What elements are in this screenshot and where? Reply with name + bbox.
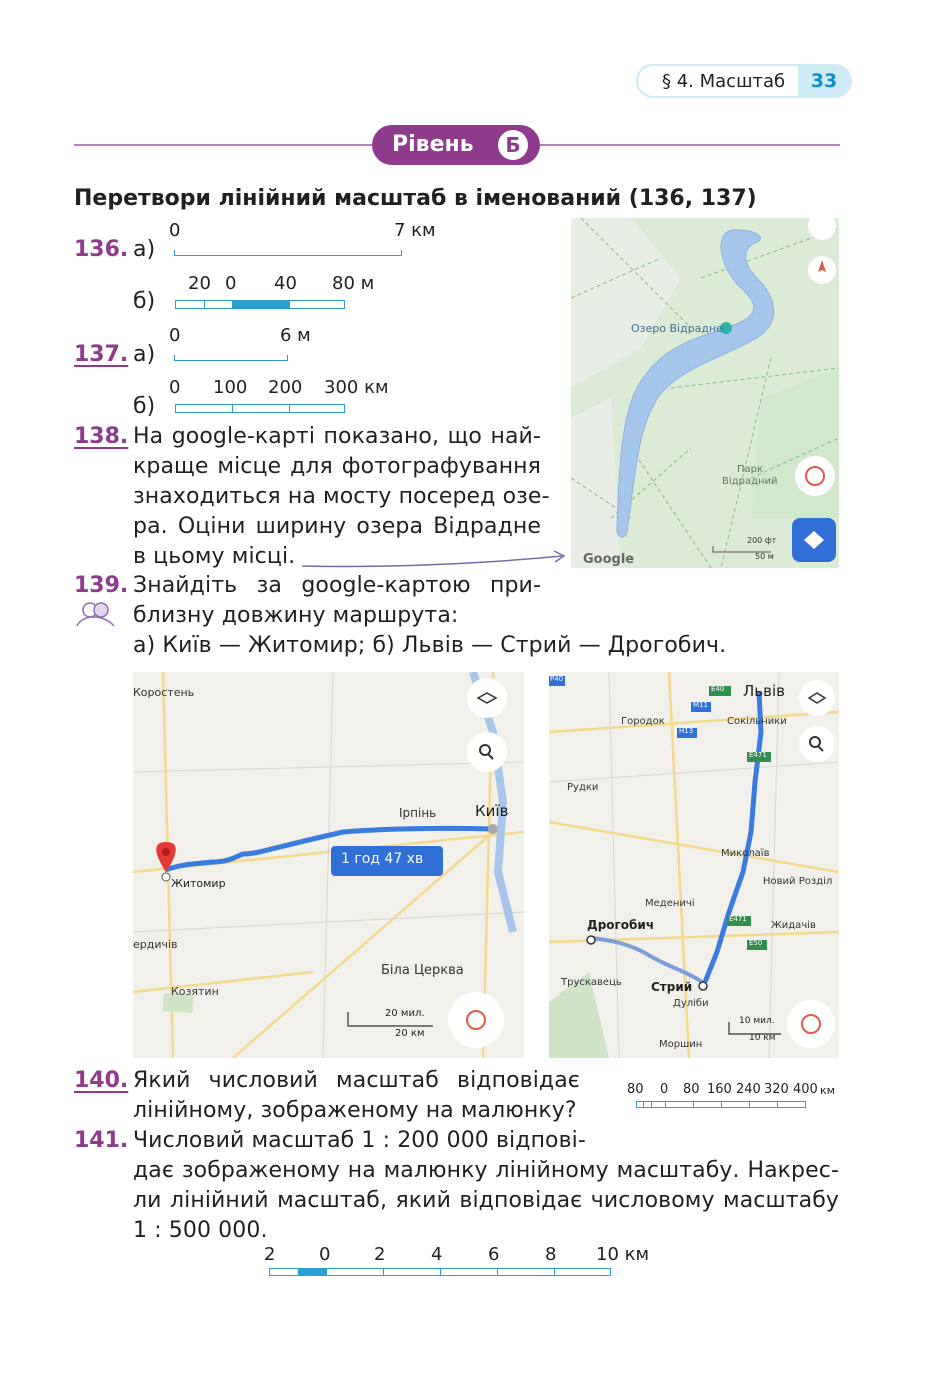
task-137-number: 137. — [74, 342, 129, 367]
city-kyiv: Київ — [475, 802, 509, 820]
city-mykolaiv: Миколаїв — [721, 848, 770, 859]
scale-141-l3: 4 — [431, 1244, 443, 1265]
scale-140-l1: 0 — [660, 1082, 669, 1097]
park-label-2: Відрадний — [722, 476, 778, 487]
park-label-1: Парк — [737, 464, 764, 475]
scale-140-bar — [636, 1101, 806, 1108]
group-work-icon — [74, 600, 118, 630]
page-header-tab — [636, 64, 852, 98]
lake-scale-top: 200 фт — [747, 536, 777, 545]
task-139-line3: а) Київ — Житомир; б) Львів — Стрий — Дрогобич. — [133, 633, 727, 658]
road-p40: P40 — [550, 675, 564, 683]
kyiv-zhytomyr-map[interactable] — [133, 672, 524, 1058]
task-141-line1: Числовий масштаб 1 : 200 000 відпові- — [133, 1128, 586, 1153]
level-letter: Б — [498, 130, 528, 160]
kyiv-scale-bottom: 20 км — [395, 1028, 425, 1039]
task-140-number: 140. — [74, 1068, 129, 1093]
scale-137a-end: 6 м — [280, 325, 311, 346]
scale-140-l2: 80 — [683, 1082, 700, 1097]
level-label: Рівень — [392, 132, 474, 157]
task-136-number: 136. — [74, 237, 129, 262]
scale-137b-bar — [175, 404, 345, 413]
section-heading: Перетвори лінійний масштаб в іменований (136, 137) — [74, 186, 757, 211]
scale-141-l5: 8 — [545, 1244, 557, 1265]
lviv-scale-bottom: 10 км — [749, 1033, 776, 1043]
scale-136a-start: 0 — [169, 220, 181, 241]
scale-141-l0: 2 — [264, 1244, 276, 1265]
scale-141-l6: 10 км — [596, 1244, 650, 1265]
city-medenychi: Меденичі — [645, 898, 695, 909]
scale-141-l1: 0 — [319, 1244, 331, 1265]
city-drohobych: Дрогобич — [587, 918, 655, 932]
lake-scale-bottom: 50 м — [755, 552, 774, 561]
city-sokilnyky: Сокільники — [727, 716, 787, 727]
scale-136a-end: 7 км — [394, 220, 436, 241]
scale-140-unit: км — [820, 1084, 835, 1097]
task-140-line1: Який числовий масштаб відповідає — [133, 1068, 580, 1093]
city-truskavets: Трускавець — [561, 977, 622, 988]
city-rudky: Рудки — [567, 782, 599, 793]
scale-140-l4: 240 — [736, 1082, 761, 1097]
scale-140-l3: 160 — [707, 1082, 732, 1097]
scale-137b-l4: 300 км — [324, 377, 389, 398]
city-irpin: Ірпінь — [399, 806, 437, 820]
lviv-scale-top: 10 мил. — [739, 1016, 775, 1026]
lake-label: Озеро Відрадне — [631, 322, 723, 335]
scale-140-l0: 80 — [627, 1082, 644, 1097]
task-138-line2: краще місце для фотографування — [133, 454, 541, 479]
road-h13: H13 — [679, 727, 694, 735]
lviv-stryi-map[interactable] — [549, 672, 839, 1058]
lake-map-graphics — [571, 218, 839, 568]
task-139-line2: близну довжину маршрута: — [133, 603, 459, 628]
task-141-line2: дає зображеному на малюнку лінійному масштабу. Накрес- — [133, 1158, 839, 1183]
task-138-line1: На google-карті показано, що най- — [133, 424, 541, 449]
task-138-line5: в цьому місці. — [133, 544, 296, 569]
scale-137b-l3: 200 — [268, 377, 303, 398]
kyiv-scale-top: 20 мил. — [385, 1008, 425, 1019]
road-e40: E40 — [711, 685, 725, 693]
route-duration: 1 год 47 хв — [341, 851, 424, 867]
task-136-b-label: б) — [133, 289, 156, 314]
scale-141-bar — [269, 1268, 611, 1276]
city-zhytomyr: Житомир — [171, 877, 226, 890]
scale-136b-bar — [175, 300, 345, 309]
scale-140-l5: 320 — [764, 1082, 789, 1097]
task-140-line2: лінійному, зображеному на малюнку? — [133, 1098, 577, 1123]
road-m11: M11 — [693, 701, 708, 709]
scale-136b-l3: 40 — [274, 273, 297, 294]
city-horodok: Городок — [621, 716, 665, 727]
scale-137b-l1: 0 — [169, 377, 181, 398]
scale-137b-l2: 100 — [213, 377, 248, 398]
scale-136b-l1: 20 — [188, 273, 211, 294]
task-138-line4: ра. Оціни ширину озера Відрадне — [133, 514, 541, 539]
scale-136b-l2: 0 — [225, 273, 237, 294]
task-141-number: 141. — [74, 1128, 129, 1153]
city-koziatyn: Козятин — [171, 985, 219, 998]
city-stryi: Стрий — [651, 980, 693, 994]
scale-140-l6: 400 — [793, 1082, 818, 1097]
task-139-line1: Знайдіть за google-картою при- — [133, 573, 541, 598]
arrow-to-map — [300, 544, 570, 574]
scale-137a-line — [174, 355, 288, 361]
city-bila-tserkva: Біла Церква — [381, 963, 464, 978]
road-e471-north: E471 — [749, 751, 767, 759]
lake-map[interactable] — [571, 218, 839, 568]
city-duliby: Дуліби — [673, 998, 709, 1009]
task-141-line3: ли лінійний масштаб, який відповідає числовому масштабу — [133, 1188, 839, 1213]
task-141-line4: 1 : 500 000. — [133, 1218, 268, 1243]
task-139-number: 139. — [74, 573, 129, 598]
city-zhydachiv: Жидачів — [771, 920, 816, 931]
road-e50: E50 — [749, 939, 763, 947]
google-logo: Google — [583, 552, 635, 567]
task-138-number: 138. — [74, 424, 129, 449]
city-lviv: Львів — [743, 682, 785, 700]
kyiv-map-graphics — [133, 672, 524, 1058]
task-138-line3: знаходиться на мосту посеред озе- — [133, 484, 550, 509]
city-morshyn: Моршин — [659, 1039, 703, 1050]
task-136-a-label: а) — [133, 237, 156, 262]
city-berdychiv: ердичів — [133, 938, 178, 951]
scale-141-l4: 6 — [488, 1244, 500, 1265]
task-137-a-label: а) — [133, 342, 156, 367]
page-number: 33 — [798, 66, 850, 96]
section-title: § 4. Масштаб — [662, 71, 786, 92]
task-137-b-label: б) — [133, 394, 156, 419]
scale-136b-l4: 80 м — [332, 273, 375, 294]
city-korosten: Коростень — [133, 686, 195, 699]
road-e471-south: E471 — [729, 915, 747, 923]
scale-136a-line — [174, 250, 402, 256]
city-novyi-rozdil: Новий Розділ — [763, 876, 833, 887]
scale-141-l2: 2 — [374, 1244, 386, 1265]
scale-137a-start: 0 — [169, 325, 181, 346]
level-badge — [372, 125, 540, 165]
